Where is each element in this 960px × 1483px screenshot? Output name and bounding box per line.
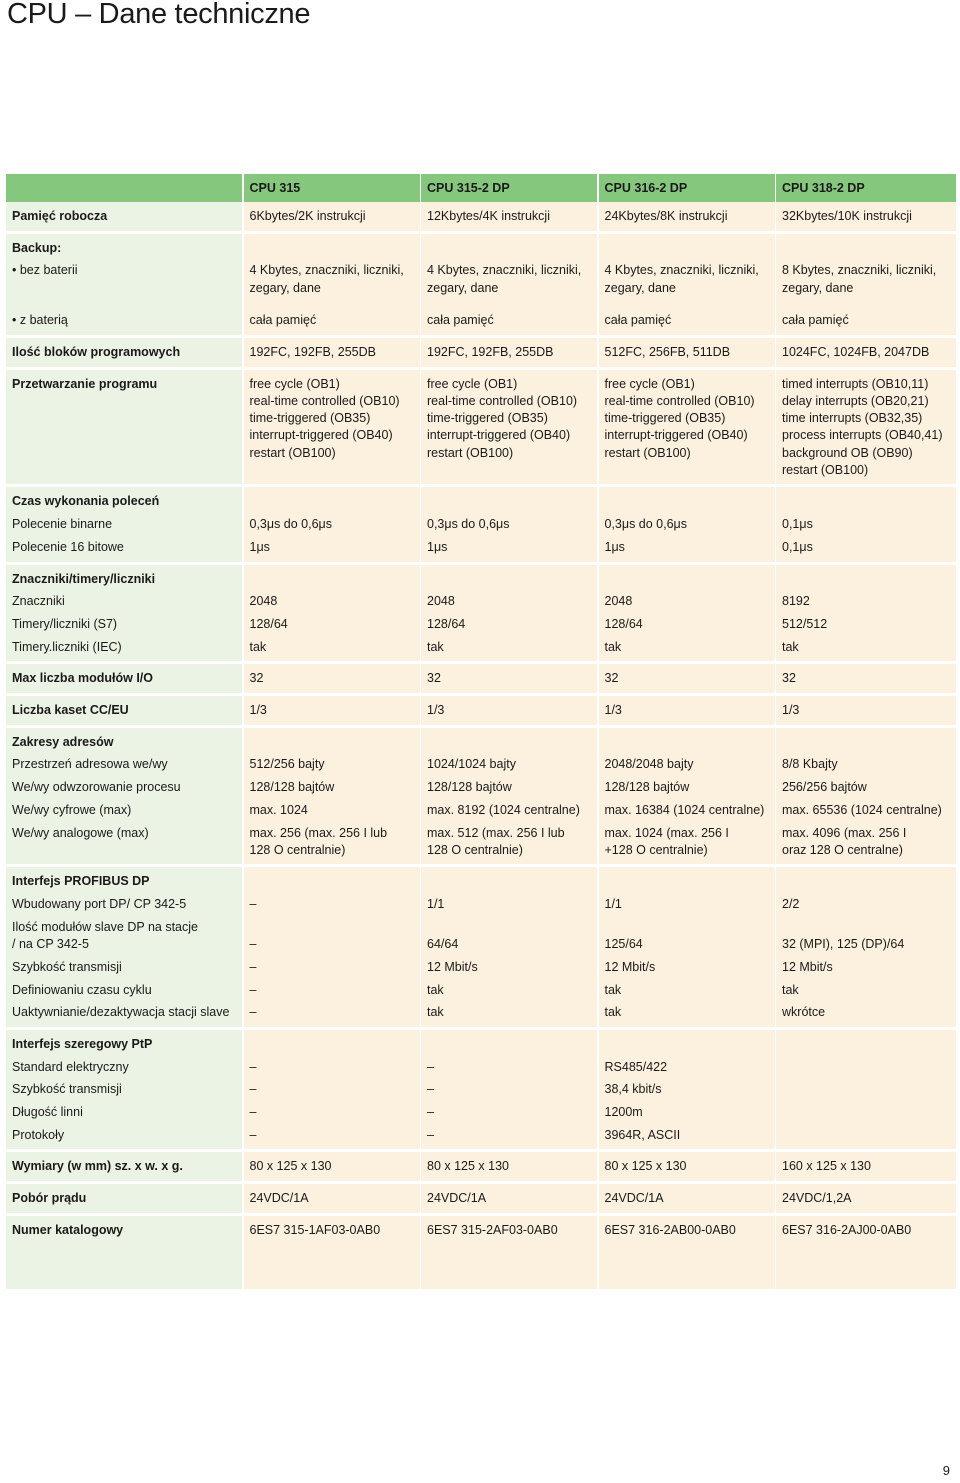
section-label: Pobór prądu: [6, 1190, 242, 1213]
cell-value: [244, 734, 420, 757]
cell-value: [599, 493, 775, 516]
cell-value: 1024FC, 1024FB, 2047DB: [776, 344, 956, 367]
cell-value: free cycle (OB1) real-time controlled (OB10) time-triggered (OB35) interrupt-triggered (OB40) restart (OB100): [599, 376, 775, 485]
cell-value: wkrótce: [776, 1004, 956, 1027]
cell-value: 3964R, ASCII: [599, 1127, 775, 1150]
cell-value: 2048: [599, 593, 775, 616]
cell-value: 32: [244, 670, 420, 693]
cell-value: 8 Kbytes, znaczniki, liczniki, zegary, dane: [776, 262, 956, 302]
cell-value: 1/3: [244, 702, 420, 725]
row-label: We/wy analogowe (max): [6, 825, 242, 865]
table-tail: [244, 1245, 420, 1289]
cell-value: 128/128 bajtów: [599, 779, 775, 802]
section-label: Pamięć robocza: [6, 208, 242, 231]
cell-value: max. 1024 (max. 256 I +128 O centralnie): [599, 825, 775, 865]
cell-value: 6ES7 315-1AF03-0AB0: [244, 1222, 420, 1245]
cell-value: [244, 873, 420, 896]
row-spacer: [599, 302, 775, 312]
cell-value: 1μs: [421, 539, 597, 562]
cell-value: 12 Mbit/s: [421, 959, 597, 982]
row-label: • bez baterii: [6, 262, 242, 302]
cell-value: [421, 1036, 597, 1059]
cell-value: 0,3μs do 0,6μs: [421, 516, 597, 539]
cell-value: 12 Mbit/s: [599, 959, 775, 982]
cell-value: cała pamięć: [421, 312, 597, 335]
section-label: Przetwarzanie programu: [6, 376, 242, 485]
cell-value: 1024/1024 bajty: [421, 756, 597, 779]
cell-value: 0,1μs: [776, 539, 956, 562]
cell-value: 1/1: [421, 896, 597, 919]
row-label: • z baterią: [6, 312, 242, 335]
row-label: Długość linni: [6, 1104, 242, 1127]
section-label: Ilość bloków programowych: [6, 344, 242, 367]
row-label: Szybkość transmisji: [6, 959, 242, 982]
cell-value: [776, 1036, 956, 1059]
cell-value: 6ES7 315-2AF03-0AB0: [421, 1222, 597, 1245]
column-header: CPU 318-2 DP: [776, 174, 956, 202]
cell-value: 24VDC/1A: [599, 1190, 775, 1213]
row-label: We/wy odwzorowanie procesu: [6, 779, 242, 802]
cell-value: [776, 571, 956, 594]
cell-value: 1μs: [599, 539, 775, 562]
row-label: Przestrzeń adresowa we/wy: [6, 756, 242, 779]
cell-value: –: [421, 1127, 597, 1150]
row-label: Definiowaniu czasu cyklu: [6, 982, 242, 1005]
row-label: Polecenie binarne: [6, 516, 242, 539]
cell-value: max. 16384 (1024 centralne): [599, 802, 775, 825]
table-tail: [599, 1245, 775, 1289]
cell-value: 128/64: [421, 616, 597, 639]
cell-value: 192FC, 192FB, 255DB: [421, 344, 597, 367]
cell-value: 12Kbytes/4K instrukcji: [421, 208, 597, 231]
cell-value: [776, 1059, 956, 1082]
cell-value: 160 x 125 x 130: [776, 1158, 956, 1181]
cell-value: [776, 1081, 956, 1104]
cell-value: tak: [599, 639, 775, 662]
row-label: Znaczniki: [6, 593, 242, 616]
cell-value: 1/3: [421, 702, 597, 725]
cell-value: –: [244, 1004, 420, 1027]
cell-value: cała pamięć: [244, 312, 420, 335]
cell-value: –: [244, 1104, 420, 1127]
section-label: Liczba kaset CC/EU: [6, 702, 242, 725]
cell-value: 8192: [776, 593, 956, 616]
cell-value: 0,3μs do 0,6μs: [599, 516, 775, 539]
cell-value: 1μs: [244, 539, 420, 562]
cell-value: [776, 240, 956, 263]
section-label: Backup:: [6, 240, 242, 263]
cell-value: 6Kbytes/2K instrukcji: [244, 208, 420, 231]
cell-value: 1200m: [599, 1104, 775, 1127]
cell-value: 24VDC/1,2A: [776, 1190, 956, 1213]
cell-value: 24Kbytes/8K instrukcji: [599, 208, 775, 231]
cell-value: 1/1: [599, 896, 775, 919]
cell-value: tak: [776, 982, 956, 1005]
cell-value: timed interrupts (OB10,11) delay interrupts (OB20,21) time interrupts (OB32,35) process interrupts (OB40,41) background OB (OB90) restart (OB100): [776, 376, 956, 485]
cell-value: 1/3: [776, 702, 956, 725]
cell-value: tak: [599, 1004, 775, 1027]
spec-grid: [6, 174, 956, 1289]
row-label: Timery/liczniki (S7): [6, 616, 242, 639]
row-label: We/wy cyfrowe (max): [6, 802, 242, 825]
cell-value: 6ES7 316-2AB00-0AB0: [599, 1222, 775, 1245]
row-label: Szybkość transmisji: [6, 1081, 242, 1104]
cell-value: 2048: [421, 593, 597, 616]
cell-value: 80 x 125 x 130: [421, 1158, 597, 1181]
cell-value: [599, 240, 775, 263]
cell-value: 256/256 bajtów: [776, 779, 956, 802]
section-label: Max liczba modułów I/O: [6, 670, 242, 693]
cell-value: max. 4096 (max. 256 I oraz 128 O centralne): [776, 825, 956, 865]
section-label: Zakresy adresów: [6, 734, 242, 757]
row-label: Ilość modułów slave DP na stacje / na CP 342-5: [6, 919, 242, 959]
table-tail: [776, 1245, 956, 1289]
cell-value: max. 512 (max. 256 I lub 128 O centralnie): [421, 825, 597, 865]
section-label: Czas wykonania poleceń: [6, 493, 242, 516]
section-label: Interfejs PROFIBUS DP: [6, 873, 242, 896]
row-label: Wbudowany port DP/ CP 342-5: [6, 896, 242, 919]
cell-value: 2048: [244, 593, 420, 616]
cell-value: [244, 571, 420, 594]
cell-value: 125/64: [599, 919, 775, 959]
cell-value: [599, 734, 775, 757]
cell-value: –: [421, 1081, 597, 1104]
page-number: 9: [942, 1463, 950, 1478]
row-spacer: [6, 302, 242, 312]
cell-value: [421, 873, 597, 896]
cell-value: RS485/422: [599, 1059, 775, 1082]
cell-value: 128/64: [599, 616, 775, 639]
column-header: CPU 315: [244, 174, 420, 202]
cell-value: 2048/2048 bajty: [599, 756, 775, 779]
cell-value: –: [244, 896, 420, 919]
cell-value: 512/512: [776, 616, 956, 639]
row-label: Polecenie 16 bitowe: [6, 539, 242, 562]
cell-value: [244, 1036, 420, 1059]
cell-value: [421, 493, 597, 516]
cell-value: 24VDC/1A: [244, 1190, 420, 1213]
cell-value: 80 x 125 x 130: [599, 1158, 775, 1181]
cell-value: 6ES7 316-2AJ00-0AB0: [776, 1222, 956, 1245]
cell-value: 24VDC/1A: [421, 1190, 597, 1213]
cell-value: free cycle (OB1) real-time controlled (OB10) time-triggered (OB35) interrupt-triggered (OB40) restart (OB100): [421, 376, 597, 485]
cell-value: –: [244, 982, 420, 1005]
cell-value: 32: [599, 670, 775, 693]
cell-value: 80 x 125 x 130: [244, 1158, 420, 1181]
cell-value: max. 65536 (1024 centralne): [776, 802, 956, 825]
cell-value: max. 8192 (1024 centralne): [421, 802, 597, 825]
cell-value: [776, 873, 956, 896]
table-tail: [421, 1245, 597, 1289]
cell-value: 0,1μs: [776, 516, 956, 539]
cell-value: tak: [244, 639, 420, 662]
cell-value: [244, 240, 420, 263]
cell-value: –: [421, 1104, 597, 1127]
cell-value: –: [244, 959, 420, 982]
cell-value: [776, 734, 956, 757]
cell-value: [244, 493, 420, 516]
cell-value: 64/64: [421, 919, 597, 959]
cell-value: 2/2: [776, 896, 956, 919]
column-header: CPU 316-2 DP: [599, 174, 775, 202]
cell-value: 128/128 bajtów: [244, 779, 420, 802]
cell-value: 38,4 kbit/s: [599, 1081, 775, 1104]
cell-value: [776, 1104, 956, 1127]
cell-value: 32Kbytes/10K instrukcji: [776, 208, 956, 231]
cell-value: 128/64: [244, 616, 420, 639]
cell-value: 12 Mbit/s: [776, 959, 956, 982]
cell-value: [599, 1036, 775, 1059]
section-label: Interfejs szeregowy PtP: [6, 1036, 242, 1059]
cell-value: 512/256 bajty: [244, 756, 420, 779]
cell-value: –: [421, 1059, 597, 1082]
cell-value: max. 256 (max. 256 I lub 128 O centralnie): [244, 825, 420, 865]
cell-value: 512FC, 256FB, 511DB: [599, 344, 775, 367]
cell-value: 32: [776, 670, 956, 693]
cell-value: 8/8 Kbajty: [776, 756, 956, 779]
row-spacer: [776, 302, 956, 312]
cell-value: [599, 873, 775, 896]
cell-value: –: [244, 1059, 420, 1082]
spec-table: [6, 174, 956, 1289]
cell-value: cała pamięć: [776, 312, 956, 335]
cell-value: [421, 571, 597, 594]
cell-value: –: [244, 1127, 420, 1150]
row-label: Timery.liczniki (IEC): [6, 639, 242, 662]
cell-value: [421, 240, 597, 263]
cell-value: 32 (MPI), 125 (DP)/64: [776, 919, 956, 959]
section-label: Numer katalogowy: [6, 1222, 242, 1245]
cell-value: cała pamięć: [599, 312, 775, 335]
cell-value: max. 1024: [244, 802, 420, 825]
page-title: CPU – Dane techniczne: [7, 0, 311, 30]
cell-value: 4 Kbytes, znaczniki, liczniki, zegary, dane: [421, 262, 597, 302]
cell-value: 128/128 bajtów: [421, 779, 597, 802]
cell-value: 192FC, 192FB, 255DB: [244, 344, 420, 367]
table-tail: [6, 1245, 242, 1289]
cell-value: 1/3: [599, 702, 775, 725]
row-label: Protokoły: [6, 1127, 242, 1150]
cell-value: tak: [421, 982, 597, 1005]
cell-value: 0,3μs do 0,6μs: [244, 516, 420, 539]
cell-value: –: [244, 919, 420, 959]
cell-value: [776, 1127, 956, 1150]
cell-value: [599, 571, 775, 594]
cell-value: 4 Kbytes, znaczniki, liczniki, zegary, dane: [599, 262, 775, 302]
cell-value: free cycle (OB1) real-time controlled (OB10) time-triggered (OB35) interrupt-triggered (OB40) restart (OB100): [244, 376, 420, 485]
cell-value: tak: [421, 1004, 597, 1027]
row-spacer: [244, 302, 420, 312]
cell-value: [421, 734, 597, 757]
cell-value: tak: [421, 639, 597, 662]
row-label: Uaktywnianie/dezaktywacja stacji slave: [6, 1004, 242, 1027]
cell-value: 32: [421, 670, 597, 693]
cell-value: tak: [776, 639, 956, 662]
column-header: CPU 315-2 DP: [421, 174, 597, 202]
section-label: Wymiary (w mm) sz. x w. x g.: [6, 1158, 242, 1181]
cell-value: –: [244, 1081, 420, 1104]
header-corner: [6, 174, 242, 202]
row-spacer: [421, 302, 597, 312]
row-label: Standard elektryczny: [6, 1059, 242, 1082]
section-label: Znaczniki/timery/liczniki: [6, 571, 242, 594]
cell-value: tak: [599, 982, 775, 1005]
cell-value: 4 Kbytes, znaczniki, liczniki, zegary, dane: [244, 262, 420, 302]
cell-value: [776, 493, 956, 516]
